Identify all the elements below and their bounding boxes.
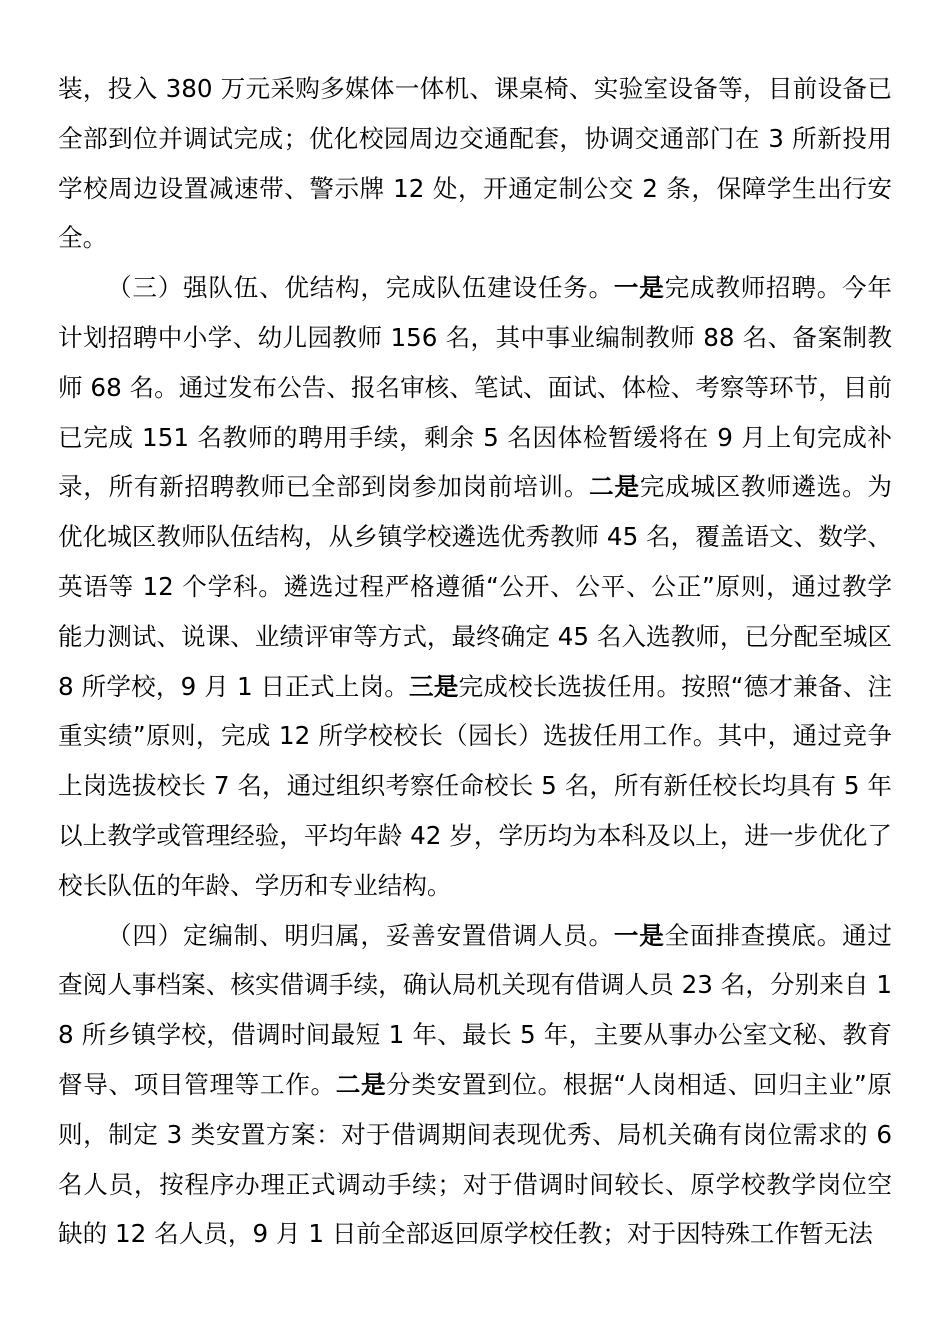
paragraph-text: 装，投入 380 万元采购多媒体一体机、课桌椅、实验室设备等，目前设备已全部到位并调试完成；优化校园周边交通配套，协调交通部门在 3 所新投用学校周边设置减速带、警示牌 12 处，开通定制公交 2 条，保障学生出行安全。 <box>58 74 892 253</box>
section-heading-4: （四）定编制、明归属，妥善安置借调人员。 <box>107 920 614 950</box>
bold-marker-third: 三是 <box>409 671 459 701</box>
paragraph-seconded-staff <box>58 911 892 1260</box>
paragraph-text: 完成教师招聘。今年计划招聘中小学、幼儿园教师 156 名，其中事业编制教师 88 名、备案制教师 68 名。通过发布公告、报名审核、笔试、面试、体检、考察等环节，目前已完成 151 名教师的聘用手续，剩余 5 名因体检暂缓将在 9 月上旬完成补录，所有新招聘教师已全部到岗参加岗前培训。 <box>58 273 892 502</box>
paragraph-team-building <box>58 263 892 910</box>
paragraph-text: 完成校长选拔任用。按照“德才兼备、注重实绩”原则，完成 12 所学校校长（园长）选拔任用工作。其中，通过竞争上岗选拔校长 7 名，通过组织考察任命校长 5 名，所有新任校长均具有 5 年以上教学或管理经验，平均年龄 42 岁，学历均为本科及以上，进一步优化了校长队伍的年龄、学历和专业结构。 <box>58 671 892 900</box>
paragraph-continuation <box>58 64 892 263</box>
paragraph-text: 完成城区教师遴选。为优化城区教师队伍结构，从乡镇学校遴选优秀教师 45 名，覆盖语文、数学、英语等 12 个学科。遴选过程严格遵循“公开、公平、公正”原则，通过教学能力测试、说课、业绩评审等方式，最终确定 45 名入选教师，已分配至城区 8 所学校，9 月 1 日正式上岗。 <box>58 472 892 701</box>
bold-marker-second: 二是 <box>589 472 640 502</box>
bold-marker-first: 一是 <box>613 920 665 950</box>
paragraph-text: 分类安置到位。根据“人岗相适、回归主业”原则，制定 3 类安置方案：对于借调期间表现优秀、局机关确有岗位需求的 6 名人员，按程序办理正式调动手续；对于借调时间较长、原学校教学岗位空缺的 12 名人员，9 月 1 日前全部返回原学校任教；对于因特殊工作暂无法 <box>58 1069 892 1249</box>
bold-marker-first: 一是 <box>613 273 665 303</box>
paragraph-text: 全面排查摸底。通过查阅人事档案、核实借调手续，确认局机关现有借调人员 23 名，分别来自 18 所乡镇学校，借调时间最短 1 年、最长 5 年，主要从事办公室文秘、教育督导、项目管理等工作。 <box>58 920 892 1099</box>
document-page <box>58 64 892 1259</box>
bold-marker-second: 二是 <box>335 1069 387 1099</box>
section-heading-3: （三）强队伍、优结构，完成队伍建设任务。 <box>107 273 614 303</box>
